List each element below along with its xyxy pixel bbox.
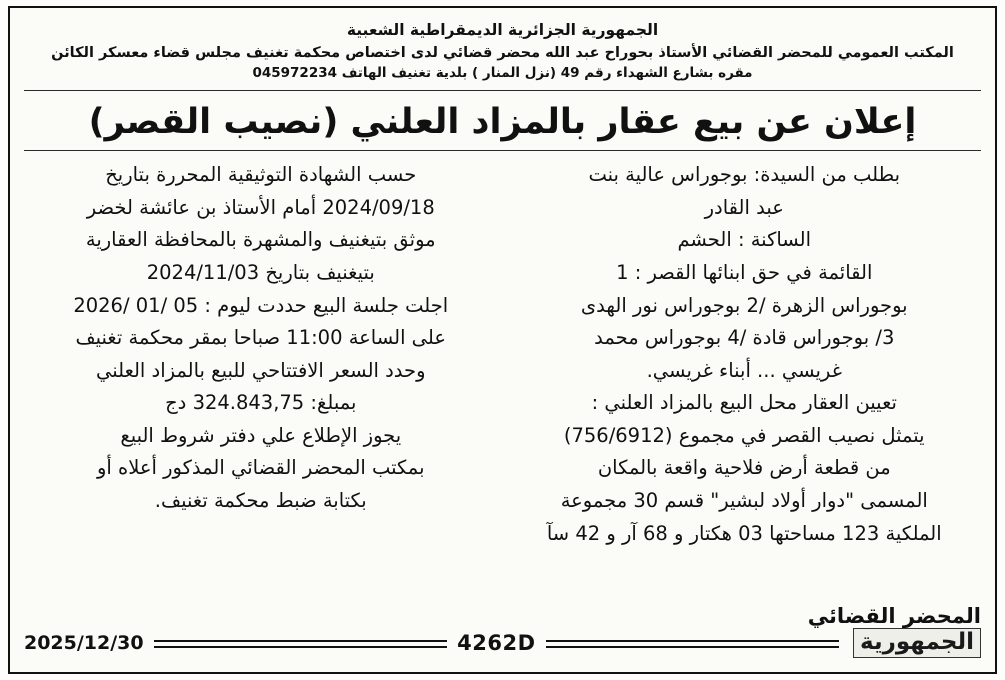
document-header	[24, 16, 981, 84]
signature-label: المحضر القضائي	[807, 604, 981, 628]
right-line-5: 3/ بوجوراس قادة /4 بوجوراس محمد	[594, 326, 895, 350]
announcement-body	[24, 159, 981, 550]
left-line-3: بتيغنيف بتاريخ 2024/11/03	[146, 260, 375, 284]
right-line-4: بوجوراس الزهرة /2 بوجوراس نور الهدى	[580, 293, 908, 317]
header-line-office: المكتب العمومي للمحضر القضائي الأستاذ بحوراح عبد الله محضر قضائي لدى اختصاص محكمة تغنيف مجلس قضاء معسكر الكائن	[51, 44, 954, 61]
right-line-0: بطلب من السيدة: بوجوراس عالية بنت	[588, 163, 901, 187]
left-line-1: 2024/09/18 أمام الأستاذ بن عائشة لخضر	[86, 195, 435, 219]
header-divider	[24, 90, 981, 91]
title-divider	[24, 150, 981, 151]
right-line-9: من قطعة أرض فلاحية واقعة بالمكان	[597, 456, 891, 480]
publication-date: 2025/12/30	[23, 632, 144, 654]
left-column	[28, 159, 494, 550]
left-line-9: بمكتب المحضر القضائي المذكور أعلاه أو	[96, 456, 425, 480]
right-line-6: غريسي ... أبناء غريسي.	[646, 358, 842, 382]
left-line-0: حسب الشهادة التوثيقية المحررة بتاريخ	[105, 163, 417, 187]
right-column	[512, 159, 978, 550]
right-line-10: المسمى "دوار أولاد لبشير" قسم 30 مجموعة	[560, 489, 928, 513]
newspaper-logo: الجمهورية	[849, 628, 981, 658]
footer-rule-left	[154, 640, 448, 648]
right-line-2: الساكنة : الحشم	[677, 228, 812, 252]
right-line-8: يتمثل نصيب القصر في مجموع (756/6912)	[563, 423, 925, 447]
ad-reference-code: 4262D	[457, 631, 536, 655]
left-line-6: وحدد السعر الافتتاحي للبيع بالمزاد العلني	[95, 358, 426, 382]
right-line-1: عبد القادر	[704, 195, 784, 219]
right-line-11: الملكية 123 مساحتها 03 هكتار و 68 آر و 42 سآ	[546, 521, 942, 545]
left-line-4: اجلت جلسة البيع حددت ليوم : 05 /01 /2026	[73, 293, 449, 317]
left-line-2: موثق بتيغنيف والمشهرة بالمحافظة العقارية	[85, 228, 436, 252]
footer-rule-right	[546, 640, 840, 648]
left-line-8: يجوز الإطلاع علي دفتر شروط البيع	[120, 423, 402, 447]
left-line-10: بكتابة ضبط محكمة تغنيف.	[154, 489, 367, 513]
left-line-7: بمبلغ: 324.843,75 دج	[165, 391, 357, 415]
announcement-sheet	[8, 6, 997, 674]
document-footer	[23, 629, 981, 666]
left-line-5: على الساعة 11:00 صباحا بمقر محكمة تغنيف	[75, 326, 447, 350]
page-title: إعلان عن بيع عقار بالمزاد العلني (نصيب القصر)	[88, 101, 917, 142]
right-line-3: القائمة في حق ابنائها القصر : 1	[616, 260, 873, 284]
header-line-address: مقره بشارع الشهداء رقم 49 (نزل المنار ) بلدية تغنيف الهاتف 045972234	[252, 64, 753, 81]
right-line-7: تعيين العقار محل البيع بالمزاد العلني :	[591, 391, 897, 415]
header-line-republic: الجمهورية الجزائرية الديمقراطية الشعبية	[346, 21, 659, 39]
